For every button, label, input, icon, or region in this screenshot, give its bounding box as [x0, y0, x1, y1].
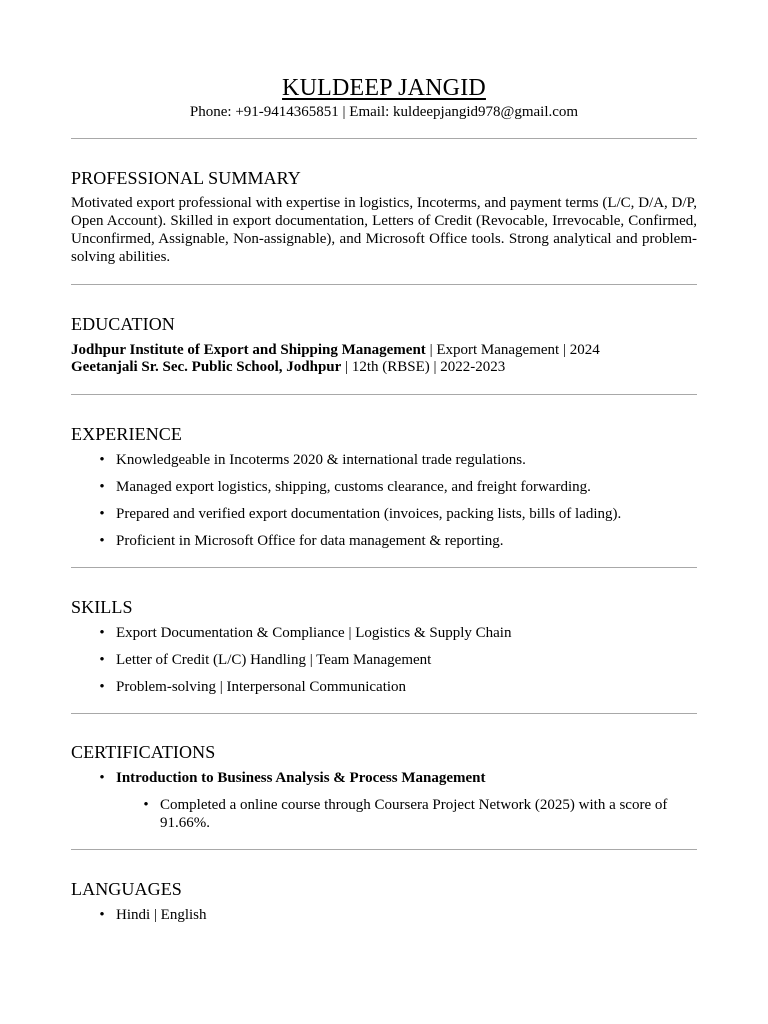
skills-item-text: Export Documentation & Compliance | Logistics & Supply Chain — [116, 625, 512, 641]
divider — [71, 284, 697, 285]
bullet-icon: • — [99, 652, 105, 668]
experience-heading: EXPERIENCE — [71, 424, 182, 444]
education-details: | Export Management | 2024 — [425, 342, 600, 358]
certification-title: Introduction to Business Analysis & Process Management — [116, 770, 486, 786]
skills-heading: SKILLS — [71, 597, 133, 617]
divider — [71, 567, 697, 568]
bullet-icon: • — [99, 452, 105, 468]
certifications-heading: CERTIFICATIONS — [71, 742, 216, 762]
divider — [71, 394, 697, 395]
experience-item-text: Managed export logistics, shipping, customs clearance, and freight forwarding. — [116, 479, 591, 495]
bullet-icon: • — [99, 506, 105, 522]
education-institution: Geetanjali Sr. Sec. Public School, Jodhpur — [71, 359, 342, 375]
summary-heading: PROFESSIONAL SUMMARY — [71, 168, 301, 188]
languages-heading: LANGUAGES — [71, 879, 182, 899]
divider — [71, 138, 697, 139]
bullet-icon: • — [99, 679, 105, 695]
languages-item-text: Hindi | English — [116, 907, 207, 923]
bullet-icon: • — [99, 625, 105, 641]
bullet-icon: • — [99, 907, 105, 923]
summary-text: Motivated export professional with expertise in logistics, Incoterms, and payment terms (L/C, D/A, D/P, Open Account). Skilled in export documentation, Letters of Credit (Revocable, Irrevocable, Confirmed, Unconfirmed, Assignable, Non-assignable), and Microsoft Office tools. Strong analytical and problem-solving abilities. — [71, 195, 697, 265]
candidate-name: KULDEEP JANGID — [282, 75, 486, 101]
education-entry — [71, 341, 600, 359]
education-heading: EDUCATION — [71, 314, 175, 334]
education-institution: Jodhpur Institute of Export and Shipping Management — [71, 342, 426, 358]
certification-detail: Completed a online course through Coursera Project Network (2025) with a score of 91.66%. — [160, 797, 668, 831]
experience-item-text: Proficient in Microsoft Office for data management & reporting. — [116, 533, 504, 549]
bullet-icon: • — [99, 533, 105, 549]
bullet-icon: • — [99, 479, 105, 495]
bullet-icon: • — [143, 797, 149, 813]
experience-item-text: Prepared and verified export documentation (invoices, packing lists, bills of lading). — [116, 506, 622, 522]
contact-line: Phone: +91-9414365851 | Email: kuldeepjangid978@gmail.com — [189, 104, 579, 120]
bullet-icon: • — [99, 770, 105, 786]
divider — [71, 849, 697, 850]
skills-item-text: Letter of Credit (L/C) Handling | Team Management — [116, 652, 432, 668]
divider — [71, 713, 697, 714]
education-entry — [71, 358, 505, 376]
skills-item-text: Problem-solving | Interpersonal Communication — [116, 679, 407, 695]
education-details: | 12th (RBSE) | 2022-2023 — [341, 359, 506, 375]
experience-item-text: Knowledgeable in Incoterms 2020 & international trade regulations. — [116, 452, 526, 468]
